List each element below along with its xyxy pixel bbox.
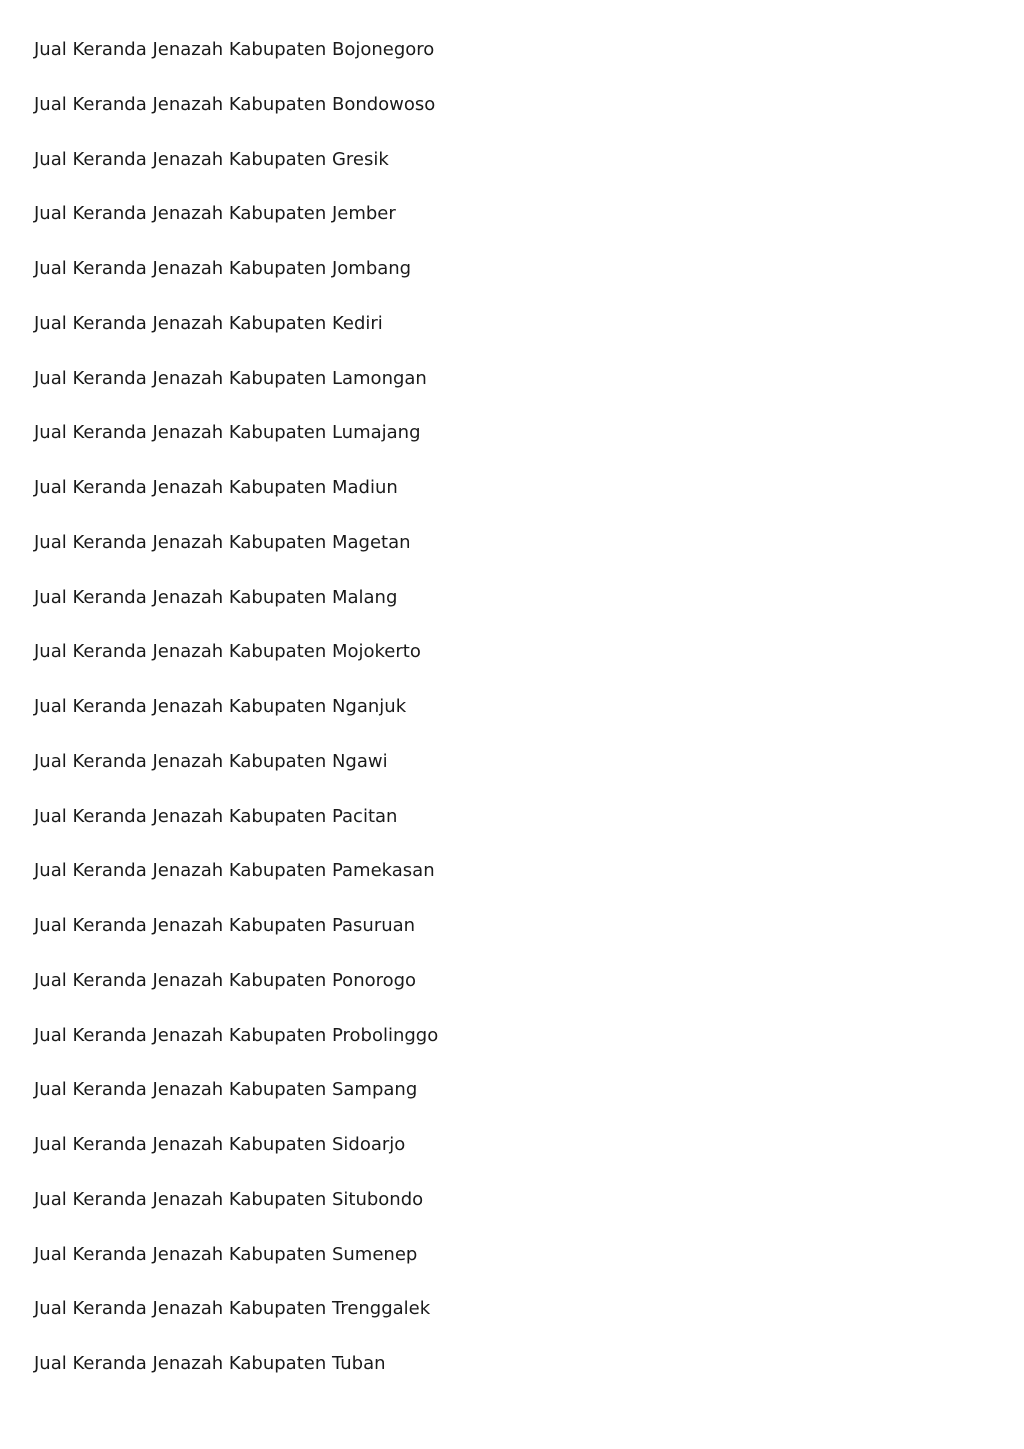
- list-item: Jual Keranda Jenazah Kabupaten Lamongan: [34, 367, 427, 389]
- list-item: Jual Keranda Jenazah Kabupaten Bondowoso: [34, 93, 436, 115]
- list-item: Jual Keranda Jenazah Kabupaten Magetan: [34, 531, 411, 553]
- list-item: Jual Keranda Jenazah Kabupaten Sidoarjo: [34, 1134, 406, 1155]
- list-item: Jual Keranda Jenazah Kabupaten Jombang: [34, 258, 412, 279]
- list-item: Jual Keranda Jenazah Kabupaten Nganjuk: [34, 696, 407, 717]
- list-item: Jual Keranda Jenazah Kabupaten Pasuruan: [34, 915, 416, 936]
- list-item: Jual Keranda Jenazah Kabupaten Situbondo: [34, 1188, 424, 1210]
- list-item: Jual Keranda Jenazah Kabupaten Ngawi: [34, 750, 388, 772]
- list-item: Jual Keranda Jenazah Kabupaten Ponorogo: [34, 969, 417, 991]
- list-item: Jual Keranda Jenazah Kabupaten Lumajang: [34, 422, 421, 444]
- list-item: Jual Keranda Jenazah Kabupaten Pamekasan: [34, 860, 435, 882]
- regency-list: [34, 36, 438, 1405]
- list-item: Jual Keranda Jenazah Kabupaten Pacitan: [34, 805, 398, 827]
- list-item: Jual Keranda Jenazah Kabupaten Malang: [34, 586, 398, 608]
- list-item: Jual Keranda Jenazah Kabupaten Tuban: [34, 1353, 386, 1374]
- list-item: Jual Keranda Jenazah Kabupaten Probolinggo: [34, 1024, 439, 1046]
- list-item: Jual Keranda Jenazah Kabupaten Madiun: [34, 477, 398, 498]
- list-item: Jual Keranda Jenazah Kabupaten Mojokerto: [34, 641, 421, 663]
- list-item: Jual Keranda Jenazah Kabupaten Sampang: [34, 1079, 418, 1101]
- list-item: Jual Keranda Jenazah Kabupaten Bojonegoro: [34, 39, 435, 60]
- list-item: Jual Keranda Jenazah Kabupaten Jember: [34, 203, 396, 225]
- list-item: Jual Keranda Jenazah Kabupaten Gresik: [34, 148, 389, 170]
- list-item: Jual Keranda Jenazah Kabupaten Kediri: [34, 312, 383, 334]
- list-item: Jual Keranda Jenazah Kabupaten Trenggalek: [34, 1298, 431, 1320]
- list-item: Jual Keranda Jenazah Kabupaten Sumenep: [34, 1243, 418, 1265]
